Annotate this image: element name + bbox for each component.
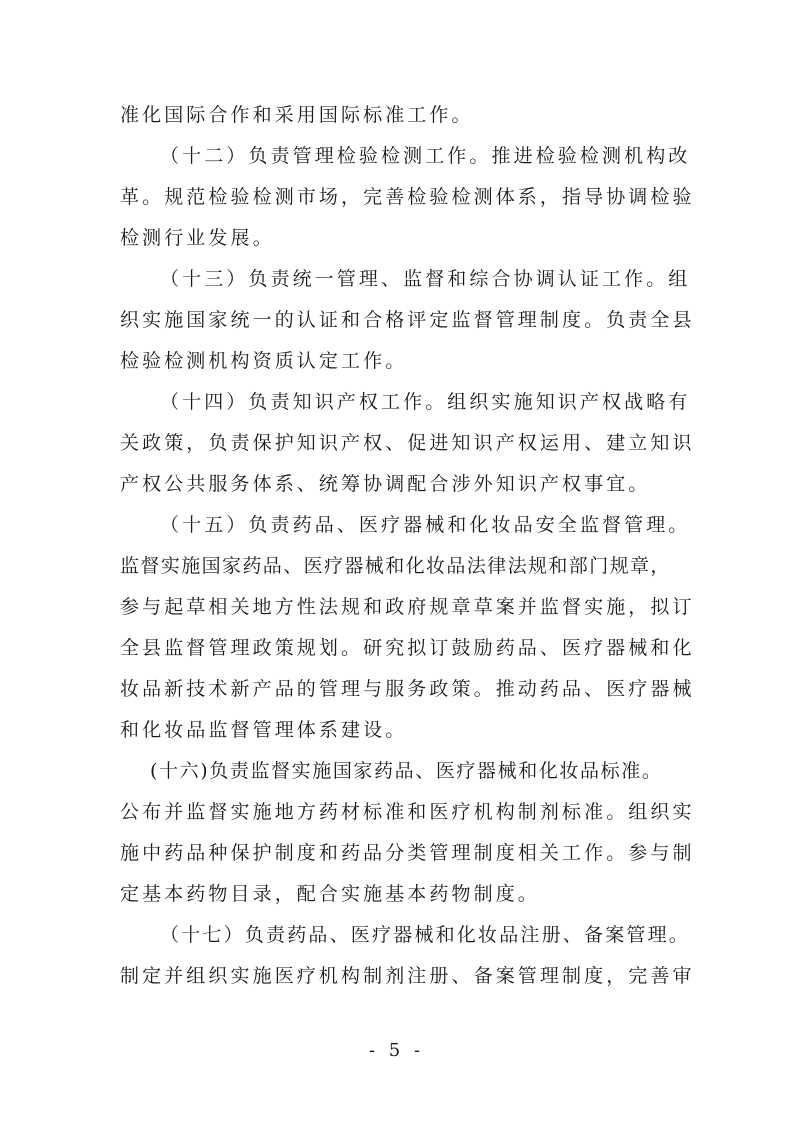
paragraph-12-start: （十二）负责管理检验检测工作。推进检验检测机构改 (160, 145, 691, 167)
document-body (120, 95, 695, 997)
paragraph-17-start: （十七）负责药品、医疗器械和化妆品注册、备案管理。 (160, 924, 691, 946)
text-line: 施中药品种保护制度和药品分类管理制度相关工作。参与制 (120, 842, 695, 864)
text-line: 产权公共服务体系、统筹协调配合涉外知识产权事宜。 (120, 473, 651, 495)
text-line: 制定并组织实施医疗机构制剂注册、备案管理制度，完善审 (120, 965, 695, 987)
page-number: - 5 - (368, 1040, 425, 1061)
paragraph-15-start: （十五）负责药品、医疗器械和化妆品安全监督管理。 (160, 514, 691, 536)
text-line: 参与起草相关地方性法规和政府规章草案并监督实施，拟订 (120, 596, 695, 618)
text-line: 监督实施国家药品、医疗器械和化妆品法律法规和部门规章， (120, 555, 671, 577)
text-line: 妆品新技术新产品的管理与服务政策。推动药品、医疗器械 (120, 678, 695, 700)
text-line: 革。规范检验检测市场，完善检验检测体系，指导协调检验 (120, 186, 695, 208)
text-line: 公布并监督实施地方药材标准和医疗机构制剂标准。组织实 (120, 801, 695, 823)
paragraph-16-start: (十六)负责监督实施国家药品、医疗器械和化妆品标准。 (150, 760, 663, 782)
paragraph-14-start: （十四）负责知识产权工作。组织实施知识产权战略有 (160, 391, 691, 413)
text-line: 关政策，负责保护知识产权、促进知识产权运用、建立知识 (120, 432, 695, 454)
text-line: 和化妆品监督管理体系建设。 (120, 719, 408, 741)
text-line: 检测行业发展。 (120, 227, 275, 249)
text-line: 全县监督管理政策规划。研究拟订鼓励药品、医疗器械和化 (120, 637, 695, 659)
paragraph-13-start: （十三）负责统一管理、监督和综合协调认证工作。组 (160, 268, 691, 290)
text-line: 检验检测机构资质认定工作。 (120, 350, 408, 372)
text-line: 织实施国家统一的认证和合格评定监督管理制度。负责全县 (120, 309, 695, 331)
text-line: 定基本药物目录，配合实施基本药物制度。 (120, 883, 540, 905)
text-line: 准化国际合作和采用国际标准工作。 (120, 104, 474, 126)
